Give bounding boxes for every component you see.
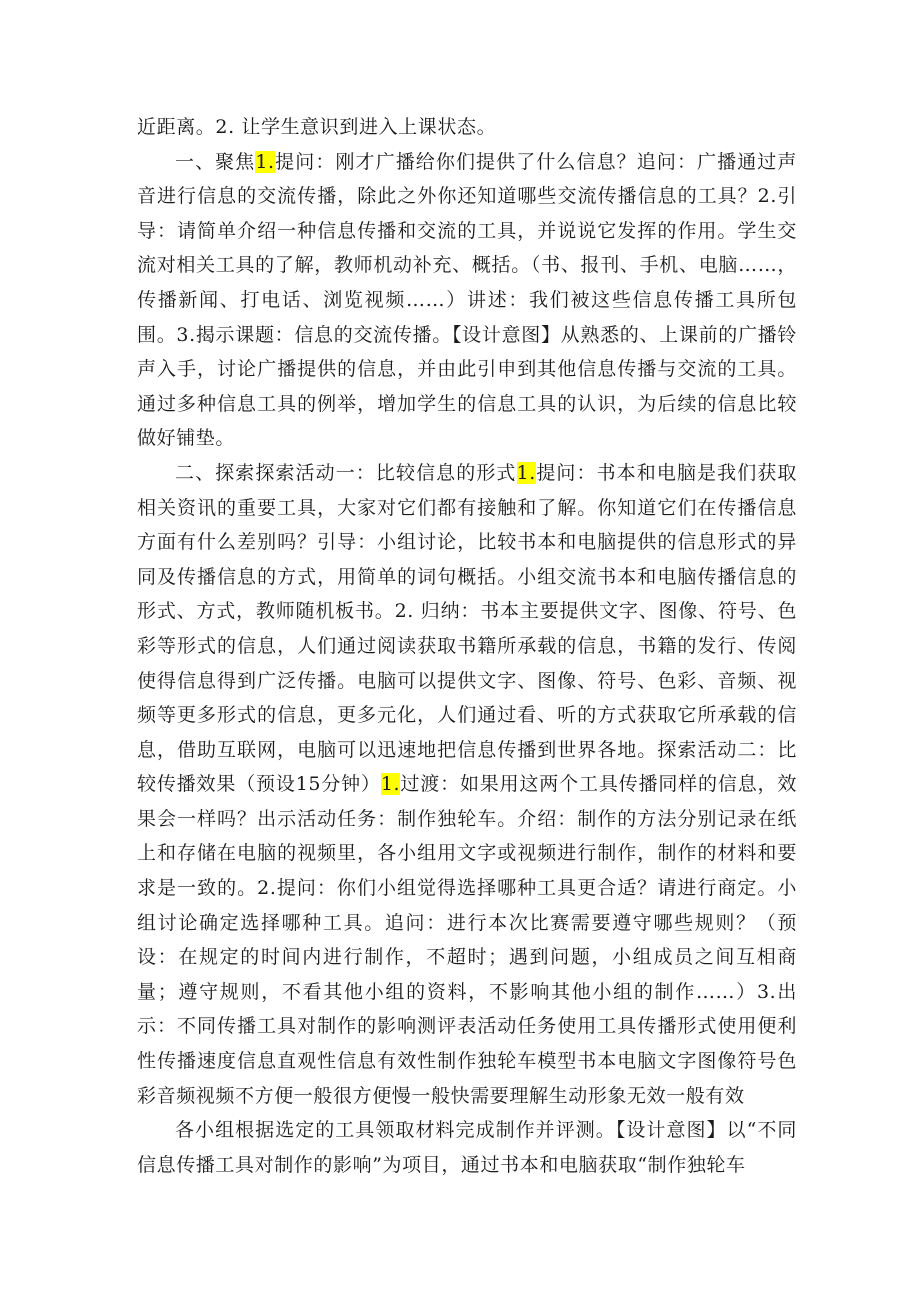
document-body xyxy=(137,110,797,1182)
paragraph-3 xyxy=(137,1113,797,1182)
paragraph-2 xyxy=(137,456,797,1113)
paragraph-1-lead: 一、聚焦 xyxy=(175,150,256,173)
paragraph-3-text: 各小组根据选定的工具领取材料完成制作并评测。【设计意图】以“不同信息传播工具对制作的影响”为项目，通过书本和电脑获取“制作独轮车 xyxy=(137,1119,797,1176)
paragraph-2-lead: 二、探索探索活动一：比较信息的形式 xyxy=(175,461,517,484)
highlight-mark: 1. xyxy=(255,150,275,173)
paragraph-2-text-cont: 过渡：如果用这两个工具传播同样的信息，效果会一样吗？出示活动任务：制作独轮车。介绍：制作的方法分别记录在纸上和存储在电脑的视频里，各小组用文字或视频进行制作，制作的材料和要求是一致的。2.提问：你们小组觉得选择哪种工具更合适？请进行商定。小组讨论确定选择哪种工具。追问：进行本次比赛需要遵守哪些规则？（预设：在规定的时间内进行制作，不超时；遇到问题，小组成员之间互相商量；遵守规则，不看其他小组的资料，不影响其他小组的制作……）3.出示：不同传播工具对制作的影响测评表活动任务使用工具传播形式使用便利性传播速度信息直观性信息有效性制作独轮车模型书本电脑文字图像符号色彩音频视频不方便一般很方便慢一般快需要理解生动形象无效一般有效 xyxy=(137,773,797,1107)
highlight-mark: 1. xyxy=(516,461,536,484)
highlight-mark: 1. xyxy=(380,773,401,796)
paragraph-2-text: 提问：书本和电脑是我们获取相关资讯的重要工具，大家对它们都有接触和了解。你知道它们在传播信息方面有什么差别吗？引导：小组讨论，比较书本和电脑提供的信息形式的异同及传播信息的方式，用简单的词句概括。小组交流书本和电脑传播信息的形式、方式，教师随机板书。2. 归纳：书本主要提供文字、图像、符号、色彩等形式的信息，人们通过阅读获取书籍所承载的信息，书籍的发行、传阅使得信息得到广泛传播。电脑可以提供文字、图像、符号、色彩、音频、视频等更多形式的信息，更多元化，人们通过看、听的方式获取它所承载的信息，借助互联网，电脑可以迅速地把信息传播到世界各地。探索活动二：比较传播效果（预设15分钟） xyxy=(137,461,797,796)
paragraph-1-text: 提问：刚才广播给你们提供了什么信息？追问：广播通过声音进行信息的交流传播，除此之外你还知道哪些交流传播信息的工具？2.引导：请简单介绍一种信息传播和交流的工具，并说说它发挥的作用。学生交流对相关工具的了解，教师机动补充、概括。（书、报刊、手机、电脑……，传播新闻、打电话、浏览视频……）讲述：我们被这些信息传播工具所包围。3.揭示课题：信息的交流传播。【设计意图】从熟悉的、上课前的广播铃声入手，讨论广播提供的信息，并由此引申到其他信息传播与交流的工具。通过多种信息工具的例举，增加学生的信息工具的认识，为后续的信息比较做好铺垫。 xyxy=(137,150,797,450)
paragraph-0-text: 近距离。2. 让学生意识到进入上课状态。 xyxy=(137,116,497,138)
paragraph-1 xyxy=(137,145,797,456)
paragraph-0 xyxy=(137,110,797,145)
